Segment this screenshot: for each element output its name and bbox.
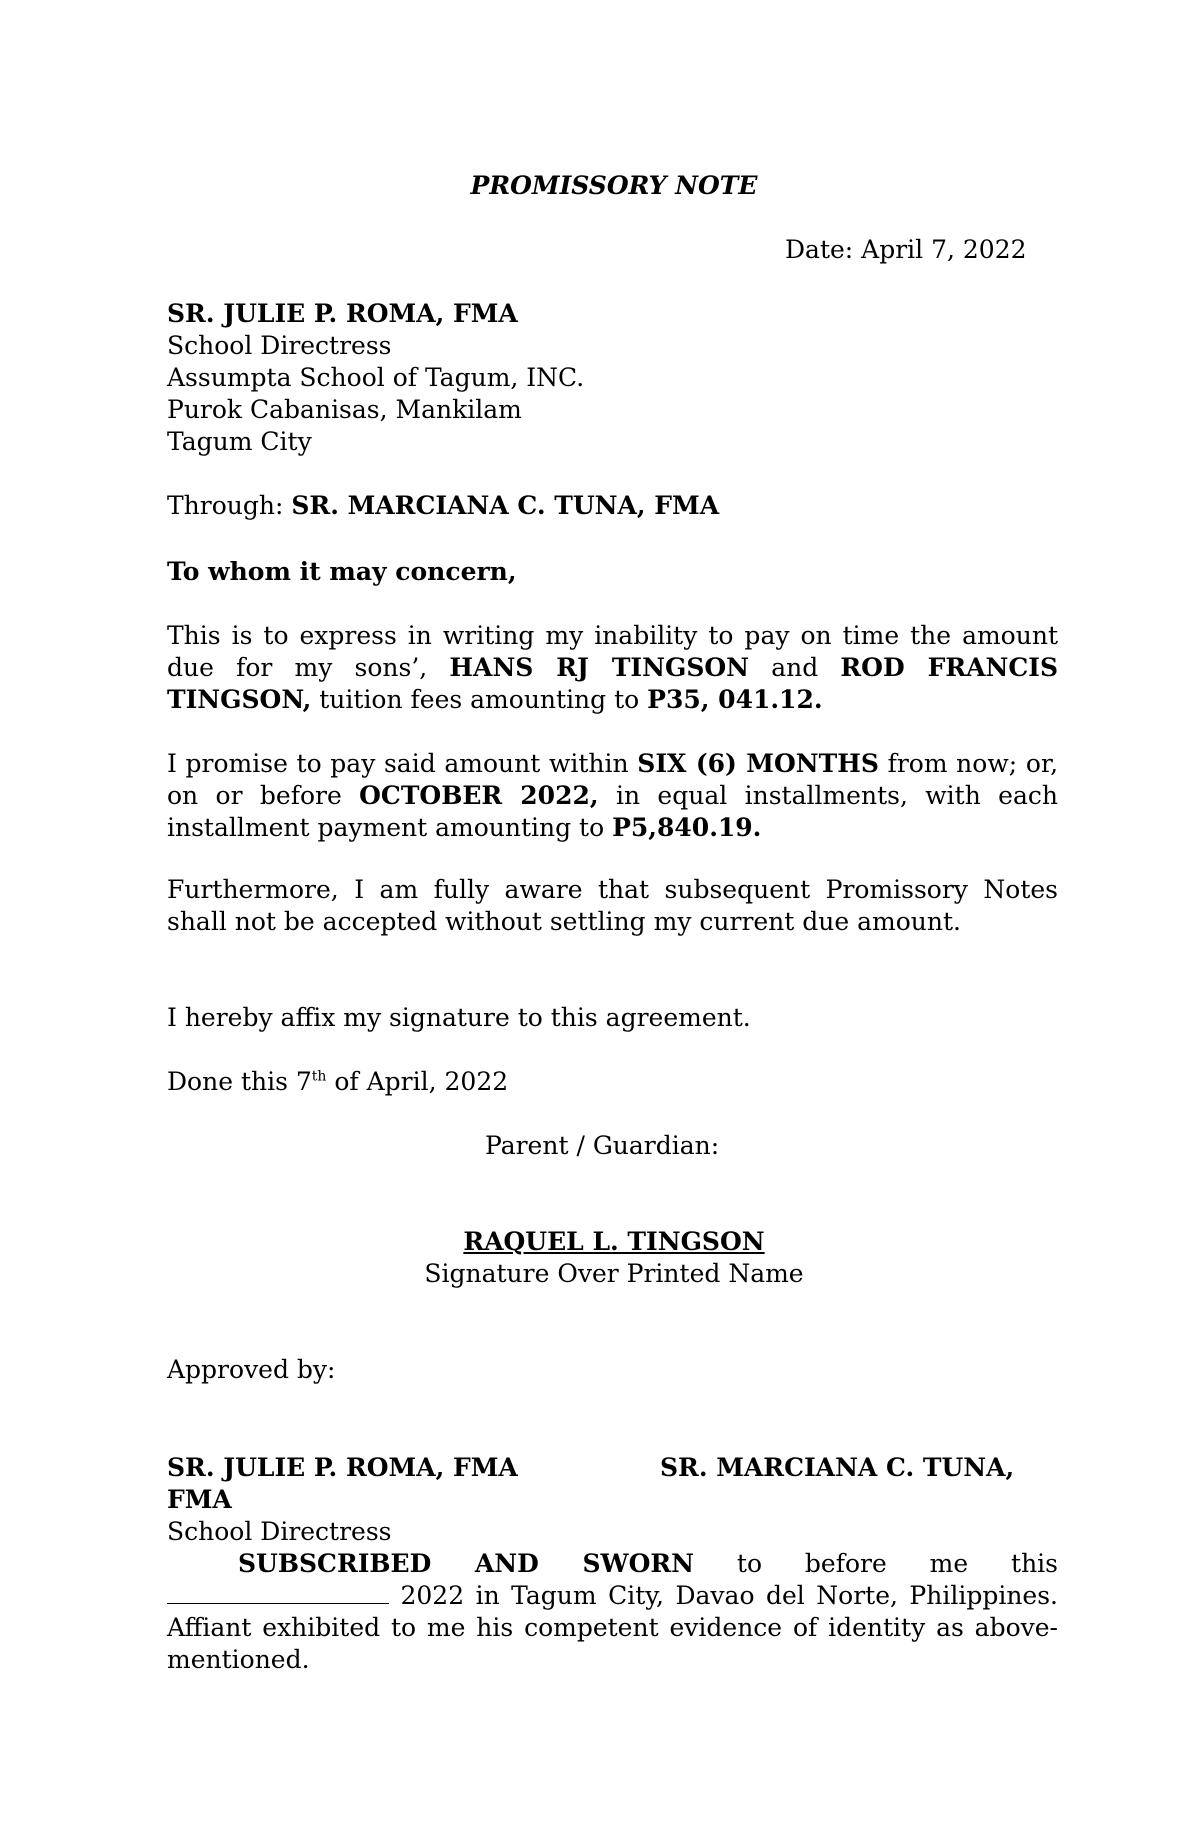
done-superscript: th — [311, 1068, 327, 1085]
para1-text: and — [771, 653, 819, 682]
student-name-2: ROD FRANCIS TINGSON, — [167, 653, 1058, 714]
through-label: Through: — [167, 491, 284, 520]
paragraph-affix: I hereby affix my signature to this agreement. — [167, 1003, 751, 1032]
date-blank-line — [167, 1581, 389, 1604]
done-line — [167, 1066, 508, 1098]
approver-left-name: SR. JULIE P. ROMA, FMA — [167, 1453, 518, 1482]
paragraph-promise — [167, 748, 1058, 844]
through-line — [167, 490, 719, 522]
addressee-line: Assumpta School of Tagum, INC. — [167, 363, 585, 392]
approver-right-name-wrap: FMA — [167, 1485, 232, 1514]
total-amount: P35, 041.12. — [647, 685, 823, 714]
done-text: Done this 7 — [167, 1067, 312, 1096]
paragraph-awareness: Furthermore, I am fully aware that subsequent Promissory Notes shall not be accepted without settling my current due amount. — [167, 875, 1058, 936]
term-duration: SIX (6) MONTHS — [637, 749, 879, 778]
salutation: To whom it may concern, — [167, 557, 517, 586]
para1-text: This is to express in writing my inability to pay on time the amount due for my sons’, — [167, 621, 1058, 682]
para2-text: in equal installments, with each installment payment amounting to — [167, 781, 1058, 842]
jurat-paragraph — [167, 1548, 1058, 1676]
paragraph-inability — [167, 620, 1058, 716]
para2-text: I promise to pay said amount within — [167, 749, 629, 778]
addressee-line: Purok Cabanisas, Mankilam — [167, 395, 522, 424]
page-title: PROMISSORY NOTE — [470, 171, 758, 200]
approver-right-name: SR. MARCIANA C. TUNA, — [660, 1453, 1015, 1482]
para2-text: from now; or, on or before — [167, 749, 1059, 810]
addressee-name: SR. JULIE P. ROMA, FMA — [167, 299, 518, 328]
approved-by-label: Approved by: — [167, 1355, 336, 1384]
jurat-bold: SUBSCRIBED AND SWORN — [238, 1549, 695, 1578]
jurat-text: to before me this — [736, 1549, 1058, 1578]
through-name: SR. MARCIANA C. TUNA, FMA — [291, 491, 720, 520]
signatory-name: RAQUEL L. TINGSON — [463, 1227, 765, 1256]
installment-amount: P5,840.19. — [612, 813, 762, 842]
done-text: of April, 2022 — [334, 1067, 509, 1096]
jurat-text: 2022 in Tagum City, Davao del Norte, Philippines. Affiant exhibited to me his competent evidence of identity as above-mentioned. — [167, 1581, 1058, 1674]
student-name-1: HANS RJ TINGSON — [449, 653, 750, 682]
signatory-caption: Signature Over Printed Name — [424, 1259, 804, 1288]
parent-guardian-label: Parent / Guardian: — [485, 1131, 720, 1160]
addressee-line: School Directress — [167, 331, 392, 360]
addressee-line: Tagum City — [167, 427, 312, 456]
para1-text: tuition fees amounting to — [319, 685, 640, 714]
date-line: Date: April 7, 2022 — [785, 235, 1027, 264]
due-date: OCTOBER 2022, — [359, 781, 599, 810]
approver-left-title: School Directress — [167, 1517, 392, 1546]
